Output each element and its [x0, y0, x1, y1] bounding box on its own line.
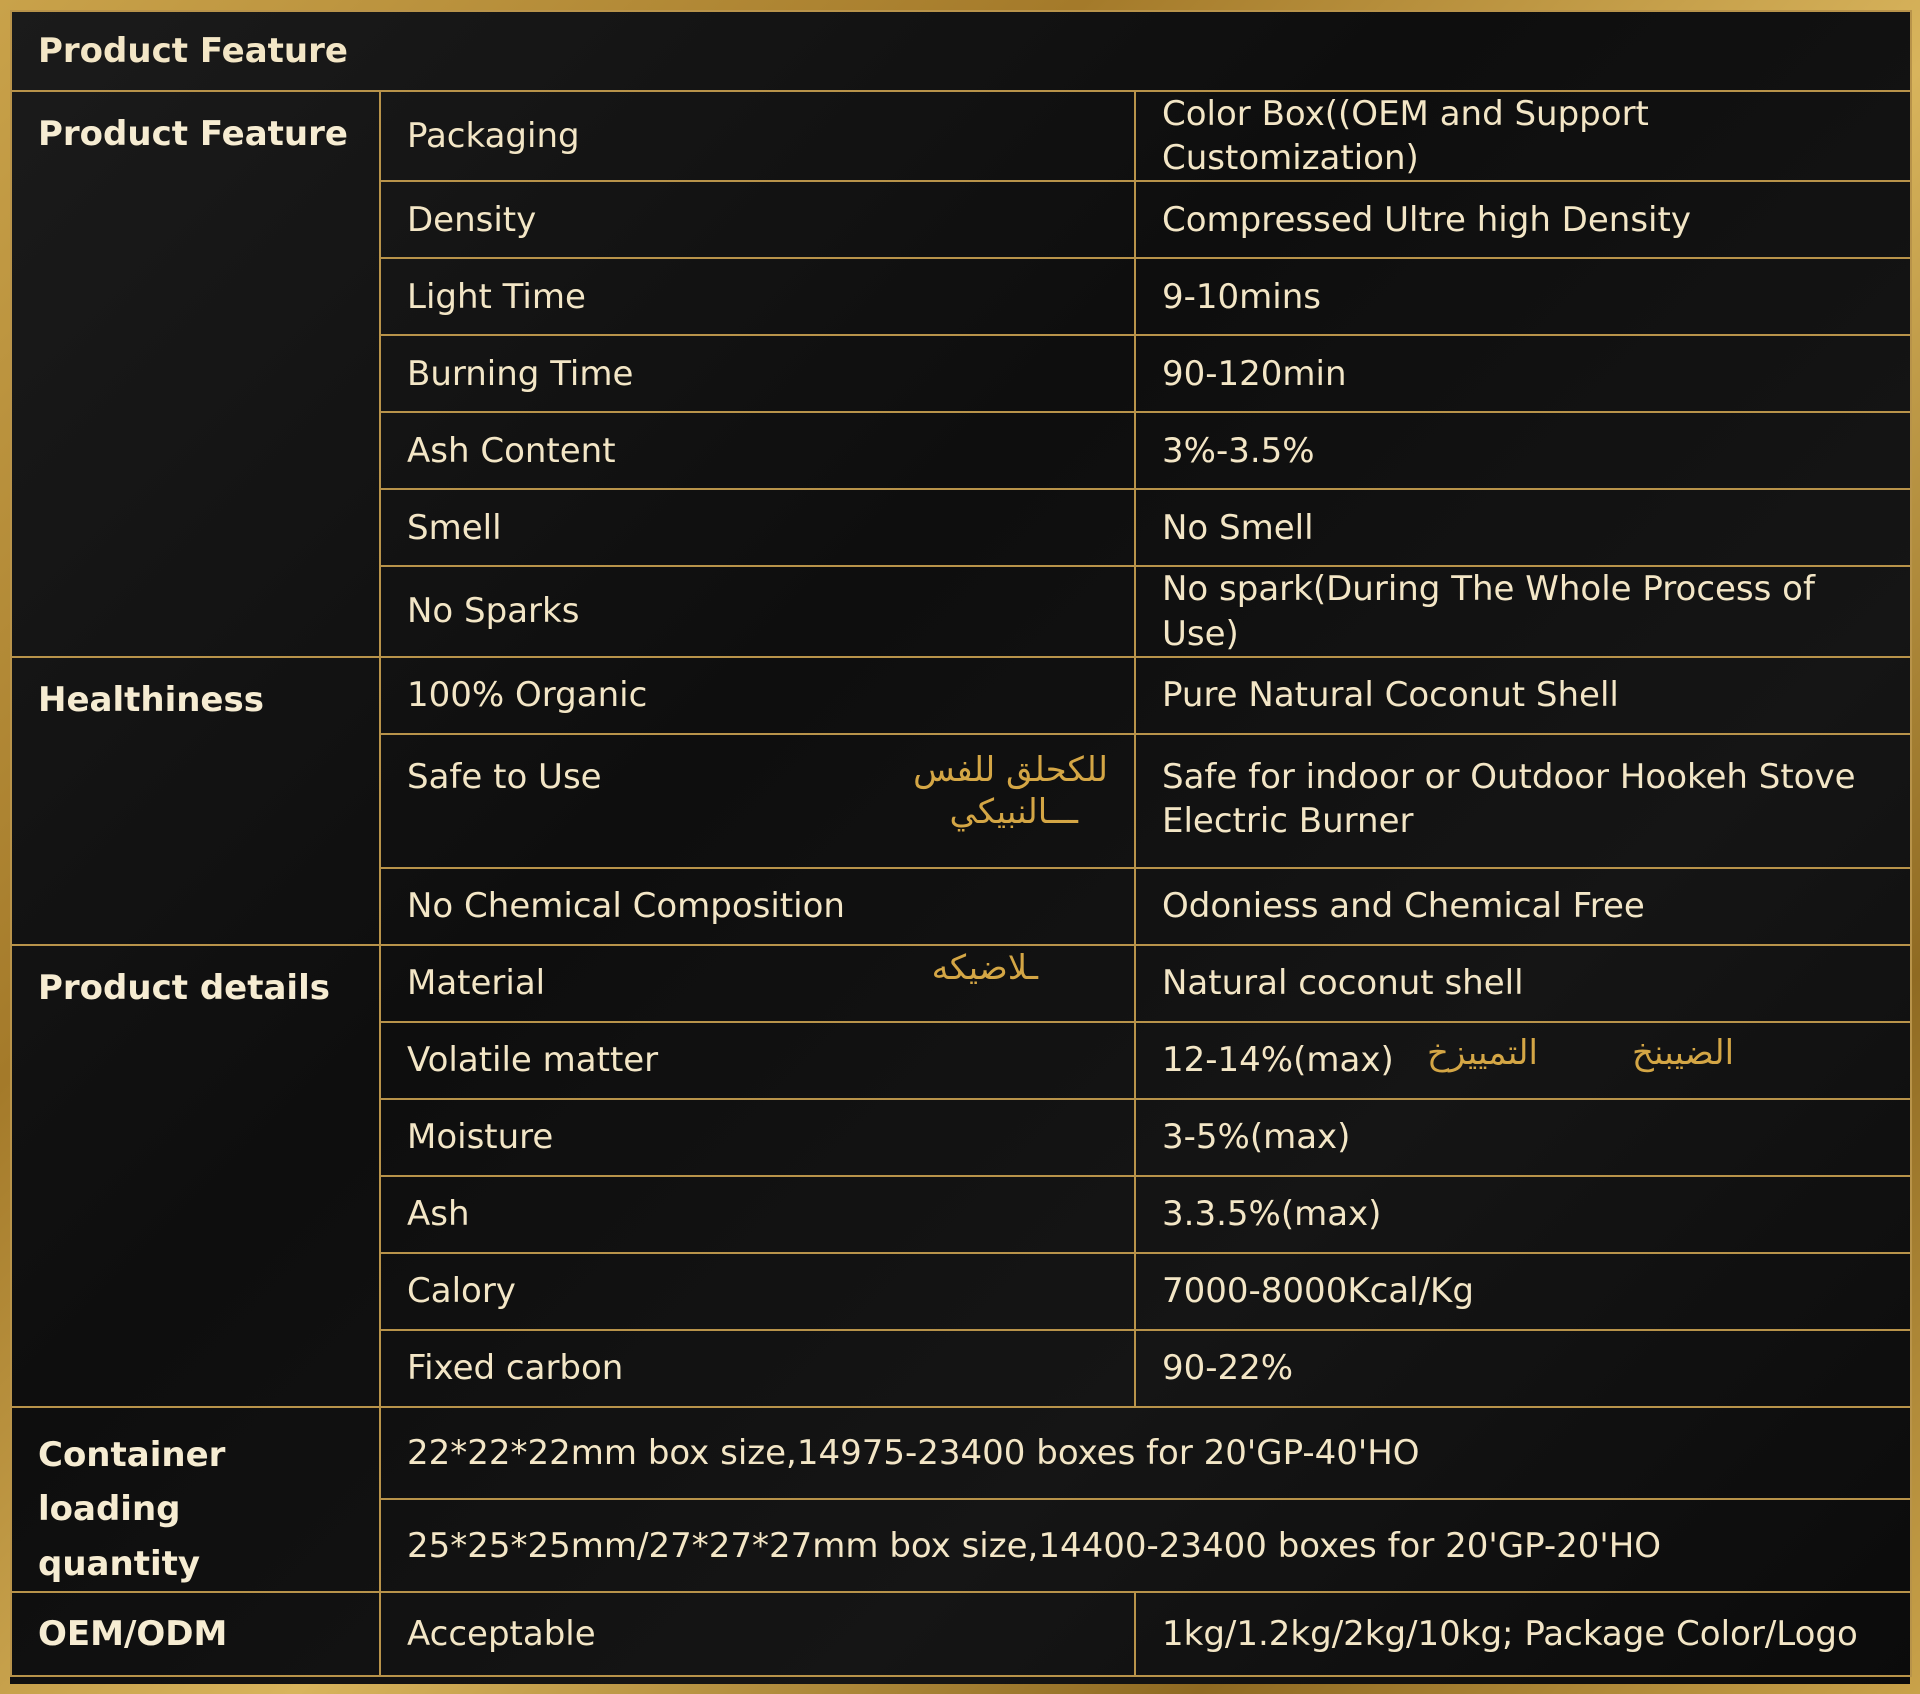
spec-name-cell: [380, 734, 1135, 868]
spec-name: Ash Content: [380, 412, 1135, 489]
spec-value: No spark(During The Whole Process of Use): [1135, 566, 1911, 656]
spec-name-cell: [380, 945, 1135, 1022]
spec-name: Packaging: [380, 91, 1135, 181]
spec-name: Acceptable: [380, 1592, 1135, 1676]
spec-value-line2: Electric Burner: [1162, 800, 1414, 841]
arabic-annotation: للكحلق للفس: [913, 749, 1108, 790]
spec-value: 3-5%(max): [1135, 1099, 1911, 1176]
spec-name: Volatile matter: [380, 1022, 1135, 1099]
spec-value: 9-10mins: [1135, 258, 1911, 335]
spec-name: Calory: [380, 1253, 1135, 1330]
spec-value: Odoniess and Chemical Free: [1135, 868, 1911, 945]
spec-name: Safe to Use: [407, 756, 602, 797]
spec-value: 1kg/1.2kg/2kg/10kg; Package Color/Logo: [1135, 1592, 1911, 1676]
spec-value-cell: [1135, 1022, 1911, 1099]
spec-value: Compressed Ultre high Density: [1135, 181, 1911, 258]
container-spec: 25*25*25mm/27*27*27mm box size,14400-23400 boxes for 20'GP-20'HO: [380, 1499, 1911, 1592]
spec-name: Moisture: [380, 1099, 1135, 1176]
spec-value: Safe for indoor or Outdoor Hookeh Stove: [1162, 756, 1856, 797]
spec-name: Smell: [380, 489, 1135, 566]
spec-value: 3.3.5%(max): [1135, 1176, 1911, 1253]
table-row: [11, 1592, 1911, 1676]
spec-value: 7000-8000Kcal/Kg: [1135, 1253, 1911, 1330]
table-title: Product Feature: [11, 11, 1911, 91]
spec-name: Light Time: [380, 258, 1135, 335]
group-label-container-loading: [11, 1407, 380, 1592]
spec-value: 3%-3.5%: [1135, 412, 1911, 489]
table-row: [11, 657, 1911, 734]
spec-value: No Smell: [1135, 489, 1911, 566]
container-spec: 22*22*22mm box size,14975-23400 boxes for 20'GP-40'HO: [380, 1407, 1911, 1500]
group-label-line: quantity: [38, 1543, 201, 1584]
group-label-line: Container loading: [38, 1434, 226, 1530]
spec-value: 12-14%(max): [1162, 1040, 1394, 1081]
arabic-annotation: الضيبنخ: [1632, 1033, 1735, 1074]
spec-name: Ash: [380, 1176, 1135, 1253]
spec-value: Natural coconut shell: [1135, 945, 1911, 1022]
spec-name: Burning Time: [380, 335, 1135, 412]
arabic-annotation: التمييزخ: [1427, 1033, 1538, 1074]
product-spec-table: [10, 10, 1912, 1677]
spec-name: Material: [407, 963, 546, 1004]
group-label-healthiness: Healthiness: [11, 657, 380, 945]
arabic-annotation: ـــالنبيكي: [949, 791, 1078, 832]
spec-name: Fixed carbon: [380, 1330, 1135, 1407]
table-row: [11, 91, 1911, 181]
table-row: [11, 1407, 1911, 1500]
spec-value: 90-120min: [1135, 335, 1911, 412]
table-row: [11, 945, 1911, 1022]
table-title-row: [11, 11, 1911, 91]
spec-value: Pure Natural Coconut Shell: [1135, 657, 1911, 734]
spec-name: 100% Organic: [380, 657, 1135, 734]
spec-name: Density: [380, 181, 1135, 258]
spec-value: 90-22%: [1135, 1330, 1911, 1407]
spec-value: Color Box((OEM and Support Customization): [1135, 91, 1911, 181]
spec-sheet-frame: [10, 10, 1910, 1684]
group-label-product-feature: Product Feature: [11, 91, 380, 657]
spec-name: No Chemical Composition: [380, 868, 1135, 945]
spec-value-cell: [1135, 734, 1911, 868]
arabic-annotation: ـلاضيكه: [931, 948, 1038, 989]
group-label-product-details: Product details: [11, 945, 380, 1407]
group-label-oem-odm: OEM/ODM: [11, 1592, 380, 1676]
spec-name: No Sparks: [380, 566, 1135, 656]
